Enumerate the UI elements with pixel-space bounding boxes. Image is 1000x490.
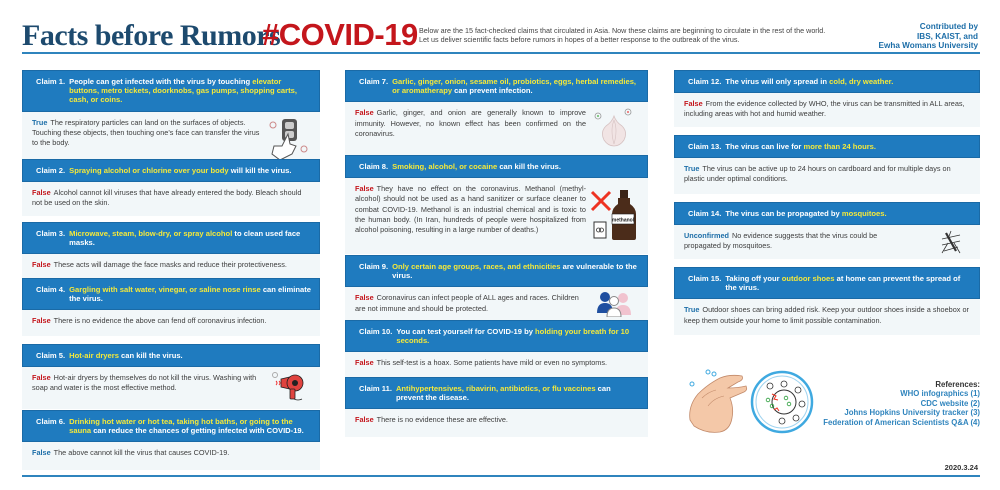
claim-body bbox=[674, 93, 980, 127]
claim-highlight: Microwave, steam, blow-dry, or spray alcohol bbox=[69, 229, 233, 238]
intro-line-1: Below are the 15 fact-checked claims that circulated in Asia. Now these claims are beginning to circulate in the rest of the world. bbox=[419, 26, 826, 35]
claim-header bbox=[345, 155, 648, 178]
mosquito-icon bbox=[940, 229, 962, 255]
claim-card-4 bbox=[22, 278, 320, 336]
reference-link-who[interactable]: WHO infographics (1) bbox=[900, 389, 980, 399]
claim-header bbox=[22, 222, 320, 254]
claim-card-7 bbox=[345, 70, 648, 156]
verdict-false: False bbox=[355, 415, 374, 425]
references-title: References: bbox=[935, 380, 980, 389]
claim-explanation: There is no evidence the above can fend off coronavirus infection. bbox=[53, 316, 267, 326]
claim-statement: Gargling with salt water, vinegar, or saline nose rinse can eliminate the virus. bbox=[69, 285, 311, 304]
claim-body bbox=[674, 225, 980, 259]
verdict-false: False bbox=[355, 108, 374, 118]
claim-body bbox=[22, 442, 320, 470]
claim-highlight: Spraying alcohol or chlorine over your body bbox=[69, 166, 229, 175]
claim-header bbox=[22, 70, 320, 112]
claim-body bbox=[345, 102, 648, 156]
reference-link-fas[interactable]: Federation of American Scientists Q&A (4) bbox=[823, 417, 980, 427]
claim-body bbox=[345, 178, 648, 254]
claim-header bbox=[22, 159, 320, 182]
claim-statement: The virus can live for more than 24 hours. bbox=[725, 142, 877, 151]
claim-statement: Only certain age groups, races, and ethnicities are vulnerable to the virus. bbox=[392, 262, 637, 281]
claim-card-6 bbox=[22, 410, 320, 470]
claim-statement: Microwave, steam, blow-dry, or spray alcohol to clean used face masks. bbox=[69, 229, 301, 248]
claim-statement: Smoking, alcohol, or cocaine can kill the virus. bbox=[392, 162, 561, 171]
reference-link-cdc[interactable]: CDC website (2) bbox=[920, 398, 980, 408]
claim-header bbox=[674, 135, 980, 158]
claim-body bbox=[345, 409, 648, 437]
claim-body bbox=[345, 287, 648, 323]
claim-card-9 bbox=[345, 255, 648, 323]
hand-washing-virus-icon bbox=[688, 362, 814, 442]
claim-statement: You can test yourself for COVID-19 by holding your breath for 10 seconds. bbox=[396, 327, 630, 346]
header bbox=[22, 0, 980, 54]
claim-card-14 bbox=[674, 202, 980, 259]
claim-header bbox=[674, 70, 980, 93]
claim-card-13 bbox=[674, 135, 980, 194]
claim-highlight: outdoor shoes bbox=[781, 274, 835, 283]
claim-number: Claim 15. bbox=[688, 274, 722, 283]
claim-explanation: Coronavirus can infect people of ALL ages and races. Children are not immune and should be protected. bbox=[355, 293, 579, 313]
svg-text:methanol: methanol bbox=[611, 217, 635, 224]
claim-highlight: elevator buttons, metro tickets, doorknobs, gas pumps, shopping carts, cash, or coins. bbox=[69, 77, 297, 105]
claim-header bbox=[345, 70, 648, 102]
claim-highlight: Hot-air dryers bbox=[69, 351, 119, 360]
methanol-bottle-icon bbox=[590, 188, 638, 242]
claim-card-1 bbox=[22, 70, 320, 172]
intro-text bbox=[419, 26, 839, 44]
claim-number: Claim 12. bbox=[688, 77, 722, 86]
claim-body bbox=[22, 367, 320, 409]
verdict-false: False bbox=[32, 373, 51, 383]
claim-card-12 bbox=[674, 70, 980, 127]
claim-body bbox=[22, 182, 320, 216]
elevator-button-touch-icon bbox=[268, 116, 310, 162]
claim-highlight: Gargling with salt water, vinegar, or saline nose rinse bbox=[69, 285, 261, 294]
claim-explanation: Garlic, ginger, and onion are generally known to improve immunity. However, no known effect has been confirmed on the coronavirus. bbox=[355, 108, 586, 138]
claim-number: Claim 5. bbox=[36, 351, 66, 360]
verdict-false: False bbox=[355, 358, 374, 368]
claim-explanation: Hot-air dryers by themselves do not kill the virus. Washing with soap and water is the most effective method. bbox=[32, 373, 257, 393]
claim-card-8 bbox=[345, 155, 648, 254]
verdict-true: True bbox=[684, 164, 700, 174]
claim-header bbox=[345, 255, 648, 287]
verdict-false: False bbox=[32, 260, 51, 270]
claim-statement: Antihypertensives, ribavirin, antibiotics, or flu vaccines can prevent the disease. bbox=[395, 384, 611, 403]
claim-explanation: The above cannot kill the virus that causes COVID-19. bbox=[53, 448, 230, 458]
claim-highlight: mosquitoes. bbox=[841, 209, 887, 218]
claim-highlight: Antihypertensives, ribavirin, antibiotics, or flu vaccines bbox=[395, 384, 596, 393]
verdict-true: True bbox=[32, 117, 48, 127]
claim-explanation: Outdoor shoes can bring added risk. Keep your outdoor shoes inside a shoebox or keep them outside your home to limit possible contamination. bbox=[684, 305, 969, 325]
verdict-true: True bbox=[684, 305, 700, 315]
contributors bbox=[879, 22, 979, 51]
claim-number: Claim 10. bbox=[359, 327, 393, 336]
claim-highlight: cold, dry weather. bbox=[829, 77, 894, 86]
claim-statement: The virus can be propagated by mosquitoes. bbox=[725, 209, 887, 218]
verdict-false: False bbox=[355, 293, 374, 303]
claim-body bbox=[22, 254, 320, 278]
verdict-false: False bbox=[32, 316, 51, 326]
verdict-false: False bbox=[684, 99, 703, 109]
contributors-line-2: IBS, KAIST, and bbox=[917, 31, 978, 41]
claim-highlight: more than 24 hours. bbox=[803, 142, 877, 151]
claim-explanation: From the evidence collected by WHO, the virus can be transmitted in ALL areas, including areas with hot and humid weather. bbox=[684, 99, 965, 119]
claim-explanation: These acts will damage the face masks and reduce their protectiveness. bbox=[53, 260, 287, 270]
verdict-false: False bbox=[32, 188, 51, 198]
claim-number: Claim 14. bbox=[688, 209, 722, 218]
claim-number: Claim 2. bbox=[36, 166, 66, 175]
hair-dryer-icon bbox=[272, 371, 306, 403]
claim-header bbox=[22, 278, 320, 310]
contributors-line-3: Ewha Womans University bbox=[878, 41, 978, 51]
claim-header bbox=[22, 410, 320, 442]
verdict-unconfirmed: Unconfirmed bbox=[684, 231, 729, 241]
references bbox=[823, 380, 980, 427]
claim-explanation: No evidence suggests that the virus could be propagated by mosquitoes. bbox=[684, 231, 878, 251]
footer-divider bbox=[22, 475, 980, 477]
claim-body bbox=[674, 158, 980, 194]
claim-card-10 bbox=[345, 320, 648, 378]
garlic-icon bbox=[594, 108, 634, 148]
verdict-false: False bbox=[355, 184, 374, 194]
claim-number: Claim 1. bbox=[36, 77, 66, 86]
claim-statement: Hot-air dryers can kill the virus. bbox=[69, 351, 183, 360]
claim-number: Claim 4. bbox=[36, 285, 66, 294]
claim-header bbox=[674, 267, 980, 299]
claim-card-3 bbox=[22, 222, 320, 278]
claim-statement: Drinking hot water or hot tea, taking hot baths, or going to the sauna can reduce the chances of getting infected with COVID-19. bbox=[69, 417, 304, 436]
claim-highlight: Garlic, ginger, onion, sesame oil, probiotics, eggs, herbal remedies, or aromatherapy bbox=[392, 77, 637, 96]
claim-header bbox=[674, 202, 980, 225]
people-group-icon bbox=[596, 291, 632, 317]
publication-date: 2020.3.24 bbox=[944, 463, 978, 472]
claim-statement: The virus will only spread in cold, dry weather. bbox=[725, 77, 894, 86]
claim-highlight: Drinking hot water or hot tea, taking hot baths, or going to the sauna bbox=[69, 417, 293, 436]
claim-header bbox=[345, 320, 648, 352]
claim-statement: Taking off your outdoor shoes at home can prevent the spread of the virus. bbox=[725, 274, 961, 293]
claim-highlight: holding your breath for 10 seconds. bbox=[396, 327, 630, 346]
contributors-line-1: Contributed by bbox=[919, 22, 978, 31]
reference-link-jhu[interactable]: Johns Hopkins University tracker (3) bbox=[844, 408, 980, 418]
claim-card-5 bbox=[22, 344, 320, 409]
claim-explanation: There is no evidence these are effective. bbox=[376, 415, 508, 425]
claim-number: Claim 6. bbox=[36, 417, 66, 426]
claim-statement: Garlic, ginger, onion, sesame oil, probiotics, eggs, herbal remedies, or aromatherapy can prevent infection. bbox=[392, 77, 637, 96]
claim-number: Claim 11. bbox=[359, 384, 392, 393]
verdict-false: False bbox=[32, 448, 51, 458]
claim-number: Claim 8. bbox=[359, 162, 389, 171]
claim-explanation: They have no effect on the coronavirus. Methanol (methyl-alcohol) should not be used as a hand sanitizer or surface cleaner to combat COVID-19. Methanol is an industrial chemical and is toxic to the human body. (In Iran, hundreds of people were hospitalized from alcohol poisoning, resulting in a large number of deaths.) bbox=[355, 184, 586, 235]
claim-statement: People can get infected with the virus by touching elevator buttons, metro tickets, doorknobs, gas pumps, shopping carts, cash, or coins. bbox=[69, 77, 297, 105]
claim-number: Claim 9. bbox=[359, 262, 389, 271]
claim-explanation: Alcohol cannot kill viruses that have already entered the body. Bleach should not be used on the skin. bbox=[32, 188, 302, 208]
claim-number: Claim 13. bbox=[688, 142, 722, 151]
claim-number: Claim 3. bbox=[36, 229, 66, 238]
claim-header bbox=[345, 377, 648, 409]
claim-card-11 bbox=[345, 377, 648, 437]
claim-highlight: Smoking, alcohol, or cocaine bbox=[392, 162, 498, 171]
claim-explanation: The respiratory particles can land on the surfaces of objects. Touching these objects, then touching one’s face can transfer the virus to the body. bbox=[32, 117, 260, 148]
page-title: Facts before Rumors bbox=[22, 19, 281, 52]
claim-statement: Spraying alcohol or chlorine over your body will kill the virus. bbox=[69, 166, 292, 175]
claim-card-15 bbox=[674, 267, 980, 335]
claim-body bbox=[345, 352, 648, 378]
hashtag-title: #COVID-19 bbox=[262, 17, 418, 52]
claim-card-2 bbox=[22, 159, 320, 216]
claim-body bbox=[674, 299, 980, 335]
claim-body bbox=[22, 310, 320, 336]
claim-highlight: Only certain age groups, races, and ethnicities bbox=[392, 262, 561, 271]
claim-header bbox=[22, 344, 320, 367]
intro-line-2: Let us deliver scientific facts before rumors in hopes of a better response to the outbreak of the virus. bbox=[419, 35, 740, 44]
claim-number: Claim 7. bbox=[359, 77, 389, 86]
claim-explanation: This self-test is a hoax. Some patients have mild or even no symptoms. bbox=[376, 358, 608, 368]
claim-explanation: The virus can be active up to 24 hours on cardboard and for multiple days on plastic under optimal conditions. bbox=[684, 164, 951, 184]
